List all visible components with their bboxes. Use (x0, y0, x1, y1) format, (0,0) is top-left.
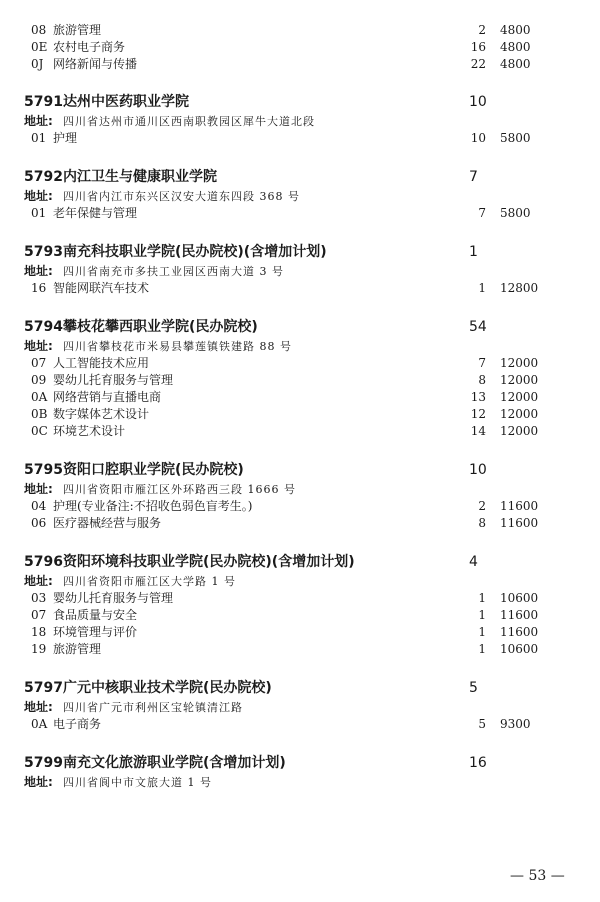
program-code: 08 (31, 23, 47, 37)
school-address: 四川省资阳市雁江区大学路 1 号 (63, 575, 236, 588)
school-name: 南充科技职业学院(民办院校)(含增加计划) (63, 244, 327, 260)
school-address: 四川省南充市多扶工业园区西南大道 3 号 (63, 265, 284, 278)
program-row (0, 205, 600, 222)
school-address-row (0, 113, 600, 130)
section-spacer (0, 532, 600, 551)
section-spacer (0, 222, 600, 241)
continued-program-list (0, 22, 600, 73)
school-block (0, 551, 600, 658)
program-row (0, 39, 600, 56)
school-header (0, 241, 600, 263)
school-address-row (0, 774, 600, 791)
program-row (0, 56, 600, 73)
program-code: 0C (31, 424, 48, 438)
program-row (0, 355, 600, 372)
program-row (0, 590, 600, 607)
school-header (0, 752, 600, 774)
program-row (0, 624, 600, 641)
program-name: 智能网联汽车技术 (53, 281, 150, 295)
address-label: 地址: (24, 339, 53, 353)
school-address-row (0, 338, 600, 355)
program-plan-count: 16 (470, 40, 486, 54)
program-row (0, 423, 600, 440)
school-name: 资阳环境科技职业学院(民办院校)(含增加计划) (63, 554, 355, 570)
program-row (0, 389, 600, 406)
school-block (0, 459, 600, 532)
program-name: 人工智能技术应用 (53, 356, 150, 370)
program-row (0, 607, 600, 624)
program-tuition-fee: 11600 (500, 499, 539, 513)
program-code: 0J (31, 57, 44, 71)
school-block (0, 752, 600, 791)
program-tuition-fee: 11600 (500, 608, 539, 622)
program-code: 01 (31, 206, 47, 220)
program-code: 0A (31, 390, 48, 404)
program-name: 护理(专业备注:不招收色弱色盲考生。) (53, 499, 253, 513)
school-total-plan: 5 (469, 680, 478, 696)
program-code: 0A (31, 717, 48, 731)
school-header (0, 91, 600, 113)
address-label: 地址: (24, 189, 53, 203)
program-tuition-fee: 11600 (500, 516, 539, 530)
school-code: 5796 (24, 554, 63, 570)
program-code: 16 (31, 281, 47, 295)
program-code: 01 (31, 131, 47, 145)
section-spacer (0, 440, 600, 459)
program-tuition-fee: 12000 (500, 356, 539, 370)
school-address: 四川省广元市利州区宝轮镇清江路 (63, 701, 243, 714)
program-tuition-fee: 5800 (500, 206, 531, 220)
school-total-plan: 16 (469, 755, 487, 771)
program-plan-count: 2 (478, 499, 486, 513)
school-name: 内江卫生与健康职业学院 (63, 169, 217, 185)
program-code: 07 (31, 608, 47, 622)
address-label: 地址: (24, 482, 53, 496)
school-header (0, 316, 600, 338)
school-code: 5797 (24, 680, 63, 696)
program-tuition-fee: 12000 (500, 407, 539, 421)
program-tuition-fee: 9300 (500, 717, 531, 731)
program-plan-count: 22 (470, 57, 486, 71)
page-number: — 53 — (510, 868, 565, 884)
school-header (0, 551, 600, 573)
program-tuition-fee: 4800 (500, 23, 531, 37)
program-row (0, 406, 600, 423)
section-spacer (0, 658, 600, 677)
program-name: 环境管理与评价 (53, 625, 138, 639)
admission-plan-page (0, 22, 600, 791)
program-plan-count: 8 (478, 516, 486, 530)
school-name: 攀枝花攀西职业学院(民办院校) (63, 319, 258, 335)
program-name: 农村电子商务 (53, 40, 126, 54)
program-plan-count: 8 (478, 373, 486, 387)
school-block (0, 241, 600, 297)
program-row (0, 515, 600, 532)
program-name: 老年保健与管理 (53, 206, 138, 220)
program-tuition-fee: 12000 (500, 424, 539, 438)
section-spacer (0, 73, 600, 91)
program-row (0, 716, 600, 733)
program-plan-count: 1 (478, 625, 486, 639)
school-address-row (0, 188, 600, 205)
school-name: 南充文化旅游职业学院(含增加计划) (63, 755, 286, 771)
program-plan-count: 1 (478, 642, 486, 656)
school-name: 广元中核职业技术学院(民办院校) (63, 680, 272, 696)
address-label: 地址: (24, 775, 53, 789)
address-label: 地址: (24, 114, 53, 128)
school-block (0, 91, 600, 147)
program-row (0, 641, 600, 658)
school-total-plan: 10 (469, 94, 487, 110)
school-code: 5795 (24, 462, 63, 478)
school-list (0, 73, 600, 791)
school-code: 5793 (24, 244, 63, 260)
school-total-plan: 7 (469, 169, 478, 185)
school-block (0, 166, 600, 222)
school-name: 资阳口腔职业学院(民办院校) (63, 462, 244, 478)
school-block (0, 316, 600, 440)
address-label: 地址: (24, 574, 53, 588)
program-tuition-fee: 11600 (500, 625, 539, 639)
school-address-row (0, 699, 600, 716)
program-plan-count: 1 (478, 281, 486, 295)
program-code: 18 (31, 625, 47, 639)
address-label: 地址: (24, 700, 53, 714)
program-name: 环境艺术设计 (53, 424, 126, 438)
school-address: 四川省阆中市文旅大道 1 号 (63, 776, 212, 789)
program-tuition-fee: 12000 (500, 390, 539, 404)
school-total-plan: 10 (469, 462, 487, 478)
school-address-row (0, 573, 600, 590)
program-name: 数字媒体艺术设计 (53, 407, 150, 421)
program-name: 电子商务 (53, 717, 102, 731)
program-plan-count: 10 (470, 131, 486, 145)
school-code: 5799 (24, 755, 63, 771)
program-row (0, 22, 600, 39)
program-name: 婴幼儿托育服务与管理 (53, 591, 174, 605)
program-tuition-fee: 12000 (500, 373, 539, 387)
program-code: 09 (31, 373, 47, 387)
program-plan-count: 14 (470, 424, 486, 438)
program-code: 07 (31, 356, 47, 370)
program-plan-count: 5 (478, 717, 486, 731)
program-tuition-fee: 12800 (500, 281, 539, 295)
program-code: 04 (31, 499, 47, 513)
section-spacer (0, 297, 600, 316)
program-tuition-fee: 4800 (500, 40, 531, 54)
program-tuition-fee: 10600 (500, 642, 539, 656)
program-code: 0E (31, 40, 48, 54)
program-plan-count: 7 (478, 356, 486, 370)
program-name: 旅游管理 (53, 642, 102, 656)
program-name: 网络新闻与传播 (53, 57, 138, 71)
program-code: 19 (31, 642, 47, 656)
program-plan-count: 12 (470, 407, 486, 421)
program-code: 0B (31, 407, 48, 421)
program-row (0, 498, 600, 515)
school-code: 5791 (24, 94, 63, 110)
school-header (0, 459, 600, 481)
program-name: 网络营销与直播电商 (53, 390, 162, 404)
program-tuition-fee: 5800 (500, 131, 531, 145)
program-plan-count: 1 (478, 608, 486, 622)
program-name: 旅游管理 (53, 23, 102, 37)
section-spacer (0, 147, 600, 166)
school-address: 四川省达州市通川区西南职教园区犀牛大道北段 (63, 115, 315, 128)
program-plan-count: 1 (478, 591, 486, 605)
address-label: 地址: (24, 264, 53, 278)
school-header (0, 677, 600, 699)
program-row (0, 130, 600, 147)
program-code: 03 (31, 591, 47, 605)
program-plan-count: 13 (470, 390, 486, 404)
program-plan-count: 2 (478, 23, 486, 37)
program-name: 护理 (53, 131, 78, 145)
program-row (0, 280, 600, 297)
school-header (0, 166, 600, 188)
program-name: 婴幼儿托育服务与管理 (53, 373, 174, 387)
school-total-plan: 54 (469, 319, 487, 335)
school-code: 5794 (24, 319, 63, 335)
school-address: 四川省资阳市雁江区外环路西三段 1666 号 (63, 483, 296, 496)
school-code: 5792 (24, 169, 63, 185)
school-address-row (0, 481, 600, 498)
school-total-plan: 4 (469, 554, 478, 570)
program-row (0, 372, 600, 389)
school-total-plan: 1 (469, 244, 478, 260)
section-spacer (0, 733, 600, 752)
school-name: 达州中医药职业学院 (63, 94, 189, 110)
school-address: 四川省内江市东兴区汉安大道东四段 368 号 (63, 190, 300, 203)
program-name: 食品质量与安全 (53, 608, 138, 622)
program-plan-count: 7 (478, 206, 486, 220)
program-tuition-fee: 4800 (500, 57, 531, 71)
program-code: 06 (31, 516, 47, 530)
program-tuition-fee: 10600 (500, 591, 539, 605)
program-name: 医疗器械经营与服务 (53, 516, 162, 530)
school-block (0, 677, 600, 733)
school-address: 四川省攀枝花市米易县攀莲镇铁建路 88 号 (63, 340, 292, 353)
school-address-row (0, 263, 600, 280)
